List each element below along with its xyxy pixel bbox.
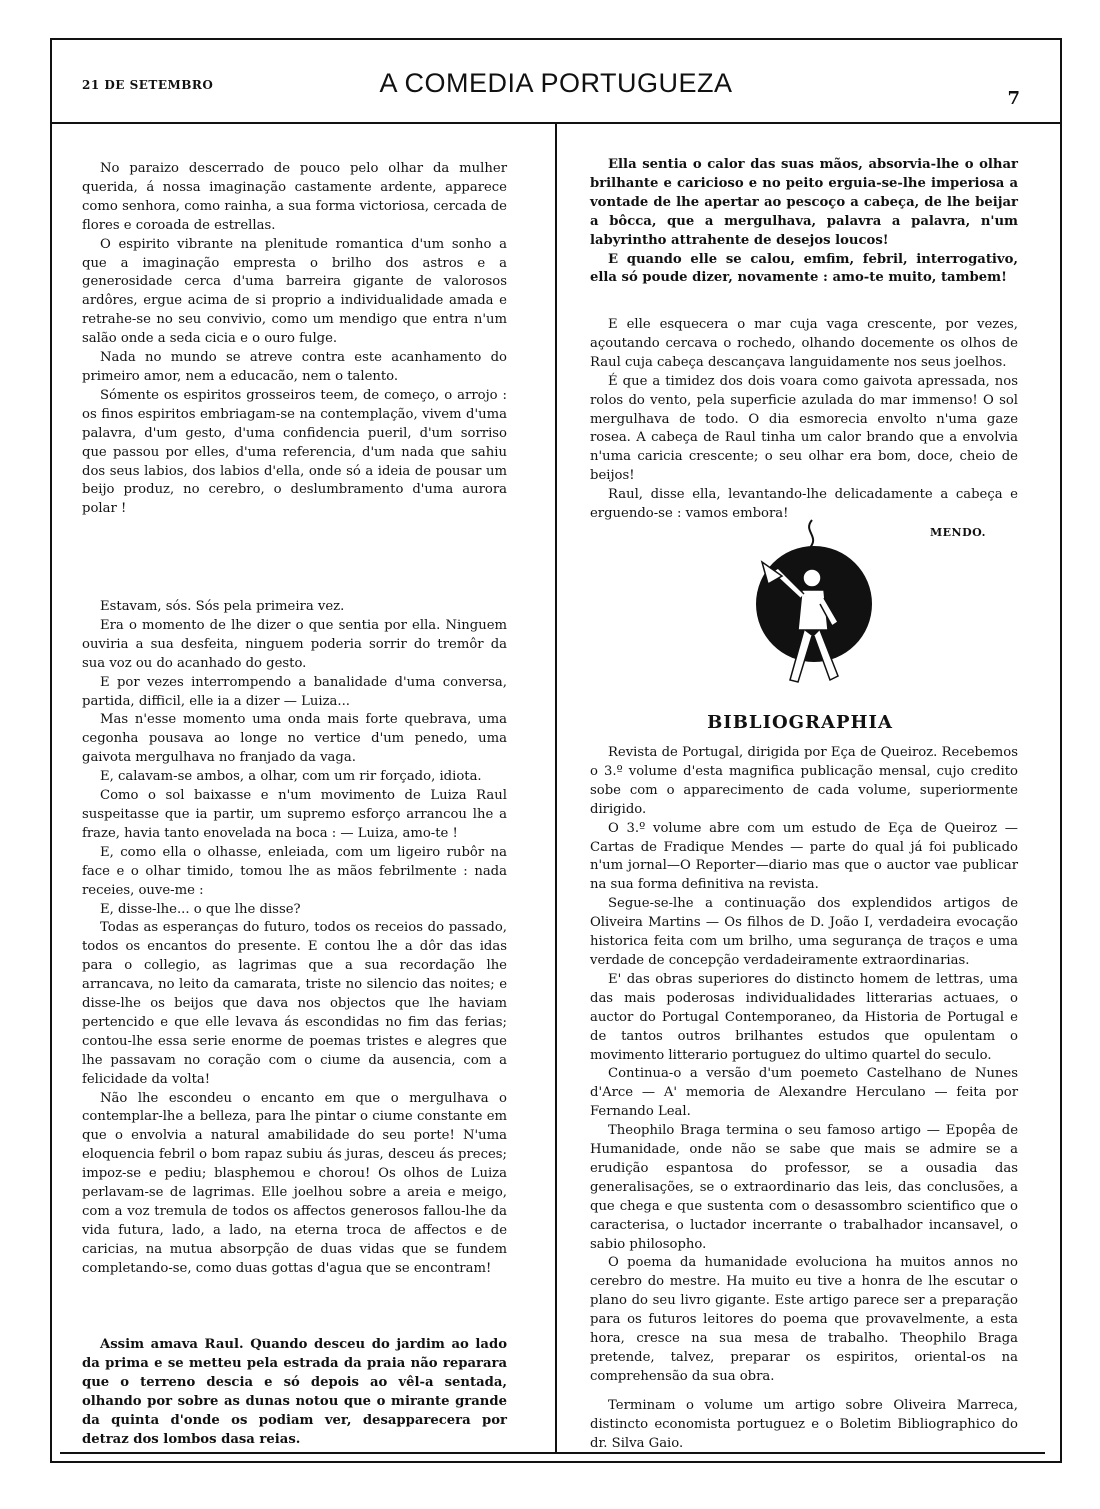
- paragraph: O poema da humanidade evoluciona ha muitos annos no cerebro do mestre. Ha muito eu tive a honra de lhe escutar o plano do seu livro gigante. Este artigo parece ser a preparação para os futuros leitores do poema que provavelmente, a esta hora, cresce na sua mesa de trabalho. Theophilo Braga pretende, talvez, preparar os espiritos, oriental-os na comprehensão da sua obra.: [590, 1255, 1018, 1384]
- paragraph: O 3.º volume abre com um estudo de Eça de Queiroz — Cartas de Fradique Mendes — parte do qual já foi publicado n'um jornal—O Reporter—diario mas que o auctor vae publicar na sua forma definitiva na revista.: [590, 820, 1018, 893]
- paragraph: Raul, disse ella, levantando-lhe delicadamente a cabeça e erguendo-se : vamos embora!: [590, 487, 1018, 522]
- paragraph: E elle esquecera o mar cuja vaga crescente, por vezes, açoutando cercava o rochedo, olhando docemente os olhos de Raul cuja cabeça descançava languidamente nos seus joelhos.: [590, 317, 1018, 370]
- bibliography-section: [590, 744, 1018, 1454]
- paragraph: E, como ella o olhasse, enleiada, com um ligeiro rubôr na face e o olhar timido, tomou lhe as mãos febrilmente : nada receies, ouve-me :: [82, 844, 507, 898]
- paragraph: Revista de Portugal, dirigida por Eça de Queiroz. Recebemos o 3.º volume d'esta magnifica publicação mensal, cujo credito sobe com o apparecimento de cada volume, superiormente dirigido.: [590, 745, 1018, 817]
- paragraph: Theophilo Braga termina o seu famoso artigo — Epopêa de Humanidade, onde não se sabe que mais se admire se a erudição espantosa do professor, se a ousadia das generalisações, se o extraordinario das leis, das conclusões, a que chega e que sustenta com o desassombro scientifico que o caracterisa, o luctador incerrante o trabalhador incansavel, o sabio philosopho.: [590, 1123, 1018, 1252]
- paragraph: Mas n'esse momento uma onda mais forte quebrava, uma cegonha pousava ao longe no vertice d'um penedo, uma gaivota mergulhava no franjado da vaga.: [82, 712, 507, 766]
- paragraph: Era o momento de lhe dizer o que sentia por ella. Ninguem ouviria a sua desfeita, ninguem poderia sorrir do tremôr da sua voz ou do acanhado do gesto.: [82, 617, 507, 671]
- right-section-1: [590, 156, 1018, 288]
- paragraph: Assim amava Raul. Quando desceu do jardim ao lado da prima e se metteu pela estrada da praia não reparara que o terreno descia e só depois ao vêl-a sentada, olhando por sobre as dunas notou que o mirante grande da quinta d'onde os podiam ver, desapparecera por detraz dos lombos dasa reias.: [82, 1337, 507, 1447]
- masthead-title: A COMEDIA PORTUGUEZA: [379, 68, 733, 98]
- paragraph: Estavam, sós. Sós pela primeira vez.: [100, 599, 345, 614]
- left-section-3: [82, 1336, 507, 1449]
- jester-illustration: [742, 512, 882, 707]
- paragraph: E, disse-lhe... o que lhe disse?: [100, 901, 301, 917]
- paragraph: Não lhe escondeu o encanto em que o mergulhava o contemplar-lhe a belleza, para lhe pintar o ciume constante em que o envolvia a natural amabilidade do seu porte! N'uma eloquencia febril o bom rapaz subiu ás juras, desceu ás preces; impoz-se e pediu; blasphemou e chorou! Os olhos de Luiza perlavam-se de lagrimas. Elle joelhou sobre a areia e meigo, com a voz tremula de todos os affectos generosos fallou-lhe da vida futura, lado, a lado, na eterna troca de affectos e de caricias, na mutua absorpção de duas vidas que se fundem completando-se, como duas gottas d'agua que se encontram!: [82, 1090, 507, 1276]
- paragraph: Continua-o a versão d'um poemeto Castelhano de Nunes d'Arce — A' memoria de Alexandre Herculano — feita por Fernando Leal.: [590, 1066, 1018, 1120]
- paragraph: O espirito vibrante na plenitude romantica d'um sonho a que a imaginação empresta o brilho dos astros e a generosidade cerca d'uma barreira gigante de valorosos ardôres, ergue acima de si proprio a individualidade amada e retrahe-se no seu convivio, como um mendigo que entra n'um salão onde a seda cicia e o ouro fulge.: [82, 236, 507, 347]
- paragraph: E quando elle se calou, emfim, febril, interrogativo, ella só poude dizer, novamente : amo-te muito, tambem!: [590, 251, 1018, 286]
- paragraph: E, calavam-se ambos, a olhar, com um rir forçado, idiota.: [100, 769, 482, 785]
- left-section-2: [82, 598, 507, 1279]
- page-header: [52, 40, 1060, 124]
- section-heading: BIBLIOGRAPHIA: [707, 712, 893, 733]
- right-section-2: [590, 316, 1018, 524]
- page-number: 7: [1007, 88, 1020, 109]
- paragraph: E por vezes interrompendo a banalidade d'uma conversa, partida, difficil, elle ia a dizer — Luiza...: [82, 674, 507, 709]
- left-section-1: [82, 160, 507, 519]
- paragraph: É que a timidez dos dois voara como gaivota apressada, nos rolos do vento, pela superficie azulada do mar immenso! O sol mergulhava de todo. O dia esmorecia envolto n'uma gaze rosea. A cabeça de Raul tinha um calor brando que a envolvia n'uma caricia crescente; o seu olhar era bom, doce, cheio de beijos!: [590, 373, 1018, 484]
- paragraph: Sómente os espiritos grosseiros teem, de começo, o arrojo : os finos espiritos embriagam-se na contemplação, vivem d'uma palavra, d'um gesto, d'uma confidencia pueril, d'um sorriso que passou por elles, d'uma referencia, d'um nada que sahiu dos seus labios, dos labios d'ella, onde só a ideia de pousar um beijo produz, no cerebro, o deslumbramento d'uma aurora polar !: [82, 387, 507, 517]
- paragraph: Segue-se-lhe a continuação dos explendidos artigos de Oliveira Martins — Os filhos de D. João I, verdadeira evocação historica feita com um brilho, uma segurança de traços e uma verdade de concepção verdadeiramente extraordinarias.: [590, 896, 1018, 968]
- paragraph: Nada no mundo se atreve contra este acanhamento do primeiro amor, nem a educacão, nem o talento.: [82, 350, 507, 384]
- paragraph: No paraizo descerrado de pouco pelo olhar da mulher querida, á nossa imaginação castamente ardente, apparece como senhora, como rainha, a sua forma victoriosa, cercada de flores e coroada de estrellas.: [82, 161, 507, 233]
- issue-date: 21 DE SETEMBRO: [82, 78, 214, 92]
- paragraph: Ella sentia o calor das suas mãos, absorvia-lhe o olhar brilhante e caricioso e no peito erguia-se-lhe imperiosa a vontade de lhe apertar ao pescoço a cabeça, de lhe beijar a bôcca, que a mergulhava, palavra a palavra, n'um labyrintho attrahente de desejos loucos!: [590, 157, 1018, 248]
- author-signature: MENDO.: [930, 526, 986, 539]
- paragraph: Como o sol baixasse e n'um movimento de Luiza Raul suspeitasse que ia partir, um supremo esforço arrancou lhe a fraze, havia tanto enovelada na boca : — Luiza, amo-te !: [82, 788, 507, 841]
- paragraph: E' das obras superiores do distincto homem de lettras, uma das mais poderosas individualidades litterarias actuaes, o auctor do Portugal Contemporaneo, da Historia de Portugal e de tantos outros brilhantes estudos que opulentam o movimento litterario portuguez do ultimo quartel do seculo.: [590, 971, 1018, 1063]
- paragraph: Todas as esperanças do futuro, todos os receios do passado, todos os encantos do presente. E contou lhe a dôr das idas para o collegio, as lagrimas que a sua recordação lhe arrancava, no leito da camarata, triste no silencio das noites; e disse-lhe os beijos que dava nos objectos que lhe haviam pertencido e que elle levava ás escondidas no fim das ferias; contou-lhe essa serie enorme de poemas tristes e alegres que lhe passavam no coração com o ciume da ausencia, com a felicidade da volta!: [82, 920, 507, 1087]
- paragraph: Terminam o volume um artigo sobre Oliveira Marreca, distincto economista portuguez e o Boletim Bibliographico do dr. Silva Gaio.: [590, 1397, 1018, 1451]
- column-divider: [555, 124, 557, 1452]
